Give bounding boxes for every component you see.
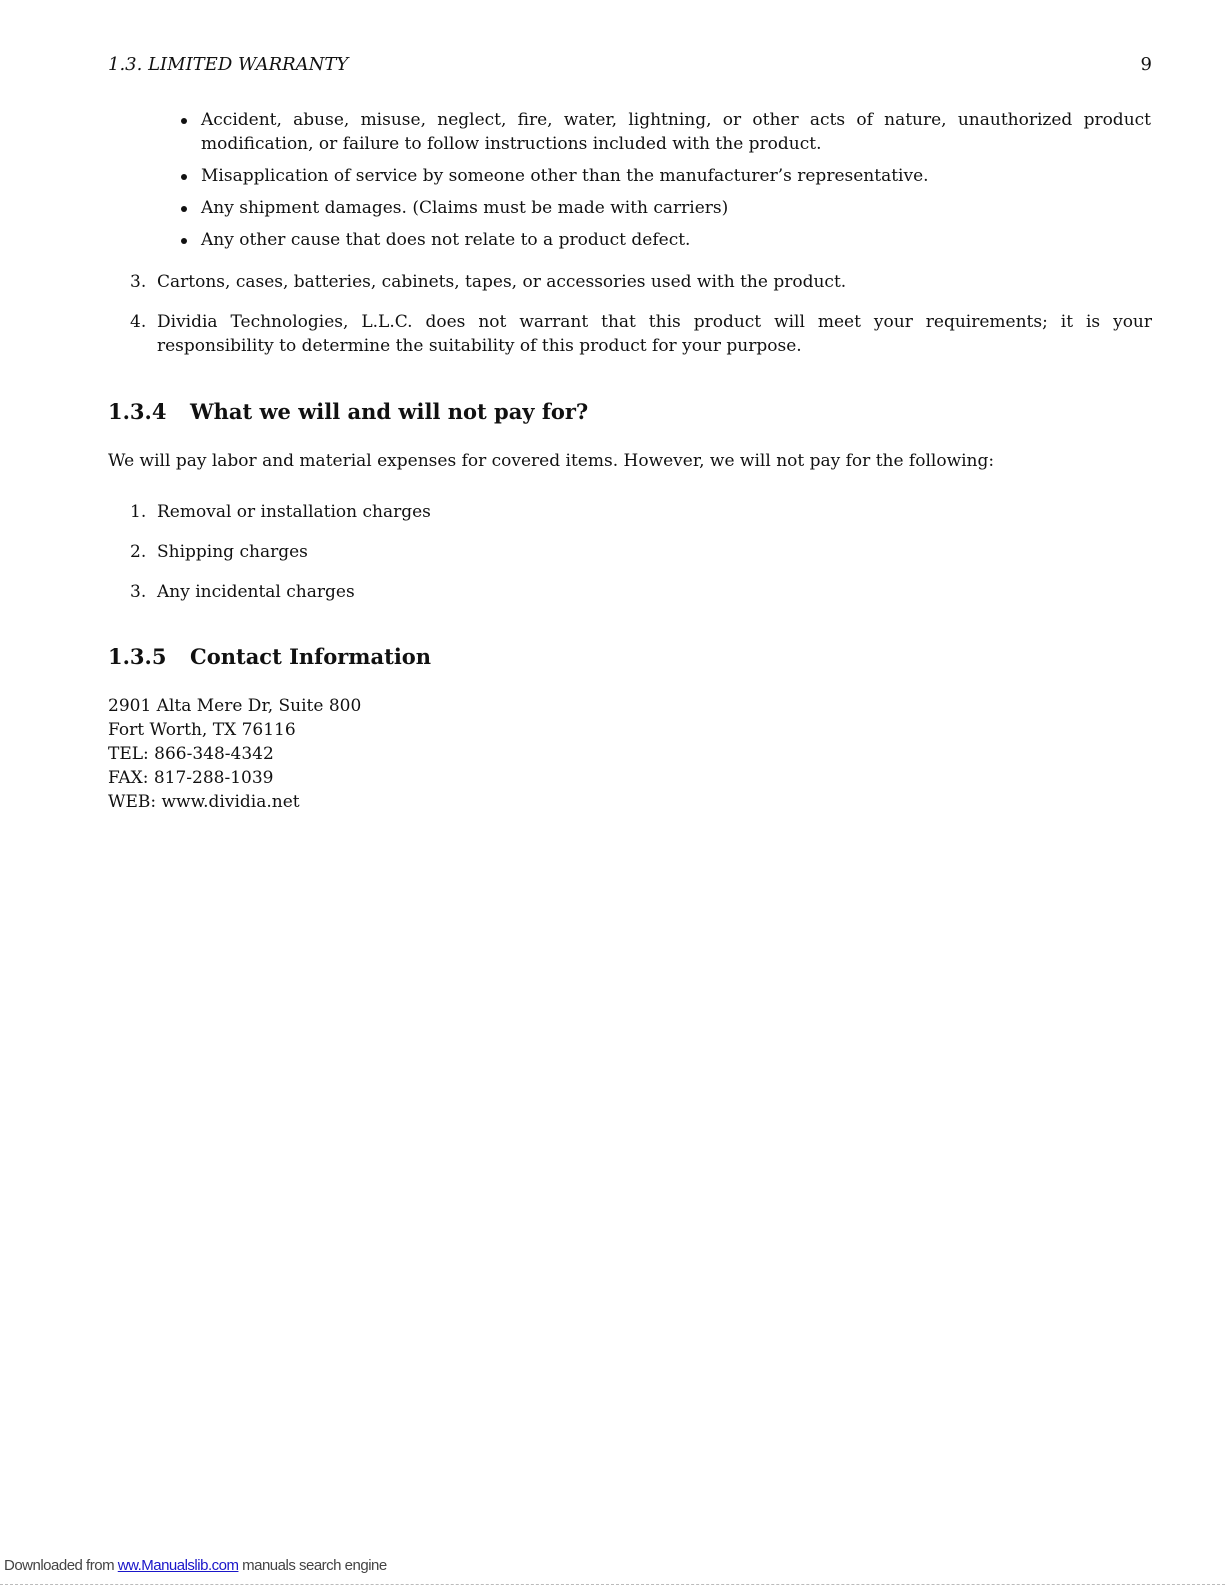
footer-suffix: manuals search engine bbox=[238, 1557, 387, 1574]
item-text: Dividia Technologies, L.L.C. does not warrant that this product will meet your requirements; it is your responsibility to determine the suitability of this product for your purpose. bbox=[157, 312, 1152, 356]
contact-fax: FAX: 817-288-1039 bbox=[108, 768, 274, 788]
contact-tel: TEL: 866-348-4342 bbox=[108, 744, 274, 764]
list-item bbox=[108, 540, 1152, 564]
section-number: 1.3.4 bbox=[108, 399, 167, 424]
section-heading-1-3-5 bbox=[108, 643, 431, 671]
contact-web: WEB: www.dividia.net bbox=[108, 792, 300, 812]
section-heading-1-3-4 bbox=[108, 398, 588, 426]
bullet-icon bbox=[181, 206, 187, 212]
bullet-text: Misapplication of service by someone other than the manufacturer’s representative. bbox=[201, 166, 929, 186]
page-number: 9 bbox=[1140, 54, 1152, 75]
list-item bbox=[176, 228, 1151, 252]
section-number: 1.3.5 bbox=[108, 644, 167, 669]
download-footer bbox=[0, 1556, 1225, 1585]
item-number: 3. bbox=[130, 272, 147, 292]
list-item bbox=[108, 310, 1152, 358]
address-line-1: 2901 Alta Mere Dr, Suite 800 bbox=[108, 696, 362, 716]
list-item bbox=[108, 270, 1152, 294]
item-text: Removal or installation charges bbox=[157, 502, 431, 522]
list-item bbox=[176, 108, 1151, 156]
item-text: Any incidental charges bbox=[157, 582, 355, 602]
section-title: Contact Information bbox=[190, 644, 432, 669]
exclusion-bullet-list bbox=[176, 108, 1151, 260]
address-line-2: Fort Worth, TX 76116 bbox=[108, 720, 296, 740]
bullet-icon bbox=[181, 118, 187, 124]
item-text: Cartons, cases, batteries, cabinets, tapes, or accessories used with the product. bbox=[157, 272, 847, 292]
list-item bbox=[176, 196, 1151, 220]
item-number: 4. bbox=[130, 312, 147, 332]
footer-prefix: Downloaded from bbox=[4, 1557, 118, 1574]
bullet-icon bbox=[181, 174, 187, 180]
bullet-text: Any other cause that does not relate to a product defect. bbox=[201, 230, 691, 250]
running-header bbox=[108, 53, 1152, 77]
section-title: What we will and will not pay for? bbox=[190, 399, 589, 424]
list-item bbox=[108, 500, 1152, 524]
item-number: 3. bbox=[130, 582, 147, 602]
pay-intro-paragraph: We will pay labor and material expenses for covered items. However, we will not pay for the following: bbox=[108, 451, 995, 471]
bullet-text: Accident, abuse, misuse, neglect, fire, water, lightning, or other acts of nature, unauthorized product modification, or failure to follow instructions included with the product. bbox=[201, 110, 1151, 154]
item-number: 2. bbox=[130, 542, 147, 562]
list-item bbox=[176, 164, 1151, 188]
item-text: Shipping charges bbox=[157, 542, 308, 562]
manualslib-link[interactable]: ww.Manualslib.com bbox=[117, 1557, 239, 1574]
list-item bbox=[108, 580, 1152, 604]
exclusion-numbered-list bbox=[108, 270, 1152, 374]
bullet-icon bbox=[181, 238, 187, 244]
bullet-text: Any shipment damages. (Claims must be made with carriers) bbox=[201, 198, 729, 218]
header-section-title: 1.3. LIMITED WARRANTY bbox=[108, 54, 349, 75]
contact-block bbox=[108, 694, 361, 814]
not-paid-list bbox=[108, 500, 1152, 620]
item-number: 1. bbox=[130, 502, 147, 522]
